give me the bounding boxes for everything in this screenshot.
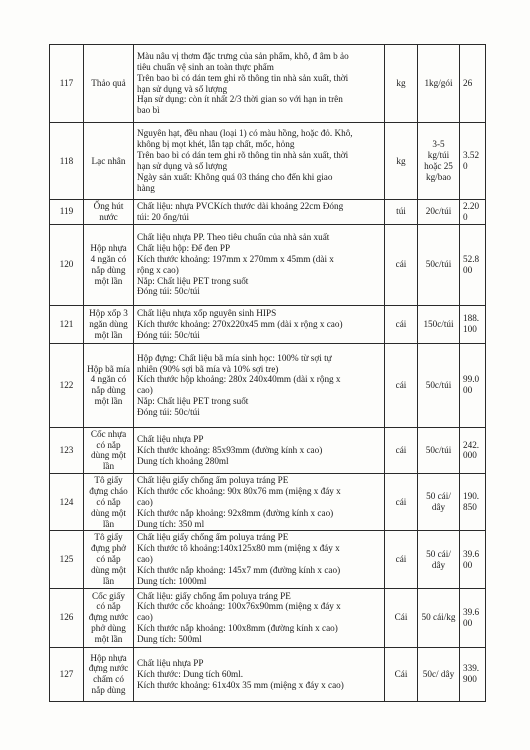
specification-line: Dung tích: 350 ml <box>137 518 205 529</box>
packaging-cell: 1kg/gói <box>418 45 460 123</box>
specification-line: rộng x cao) <box>137 264 179 275</box>
table-row <box>50 647 486 701</box>
row-number-cell: 122 <box>50 343 84 427</box>
price-cell: 188.100 <box>460 305 486 343</box>
product-name-cell: Cốc nhựa có nắp dùng một lần <box>84 427 134 473</box>
price-cell: 2.200 <box>460 200 486 225</box>
product-name-cell: Hộp xốp 3 ngăn dùng một lần <box>84 305 134 343</box>
unit-cell: Cái <box>385 588 418 647</box>
specification-cell <box>134 531 385 588</box>
table-row <box>50 200 486 225</box>
row-number-cell: 124 <box>50 474 84 531</box>
specification-line: Đóng túi: 50c/túi <box>137 286 200 297</box>
specification-line: nhiên (90% sợi bã mía và 10% sợi tre) <box>137 363 279 374</box>
table-row <box>50 305 486 343</box>
packaging-cell: 20c/túi <box>418 200 460 225</box>
specification-line: Kích thước cốc khoảng: 90x 80x76 mm (miệng x đáy x <box>137 486 341 497</box>
specification-line: cao) <box>137 385 153 396</box>
specification-cell <box>134 305 385 343</box>
row-number-cell: 126 <box>50 588 84 647</box>
specification-line: Kích thước cốc khoảng: 100x76x90mm (miệng x đáy x <box>137 601 341 612</box>
specification-line: bao bì <box>137 105 160 116</box>
specification-line: Trên bao bì có dán tem ghi rõ thông tin nhà sản xuất, thời <box>137 150 349 161</box>
specification-cell <box>134 474 385 531</box>
specification-cell <box>134 588 385 647</box>
specification-line: không bị mọt khét, lẫn tạp chất, mốc, hỏng <box>137 139 295 150</box>
specification-line: Hạn sử dụng: còn ít nhất 2/3 thời gian so với hạn in trên <box>137 94 343 105</box>
price-cell: 26 <box>460 45 486 123</box>
unit-cell: cái <box>385 305 418 343</box>
specification-line: cao) <box>137 496 153 507</box>
specification-line: Nắp: Chất liệu PET trong suốt <box>137 275 249 286</box>
table-row <box>50 474 486 531</box>
specification-line: Chất liệu nhựa PP <box>137 657 204 668</box>
row-number-cell: 127 <box>50 647 84 701</box>
price-cell: 39.600 <box>460 588 486 647</box>
specification-line: Dung tích: 1000ml <box>137 575 207 586</box>
packaging-cell: 50c/túi <box>418 224 460 305</box>
specification-line: cao) <box>137 554 153 565</box>
price-cell: 39.600 <box>460 531 486 588</box>
specification-line: Kích thước khoảng: 270x220x45 mm (dài x rộng x cao) <box>137 318 343 329</box>
packaging-cell: 3-5 kg/túi hoặc 25 kg/bao <box>418 123 460 200</box>
specification-line: Ngày sản xuất: Không quá 03 tháng cho đến khi giao <box>137 171 333 182</box>
table-row <box>50 343 486 427</box>
product-name-cell: Hộp bã mía 4 ngăn có nắp dùng một lần <box>84 343 134 427</box>
product-name-cell: Ống hút nước <box>84 200 134 225</box>
product-name-cell: Tô giấy đựng cháo có nắp dùng một lần <box>84 474 134 531</box>
row-number-cell: 125 <box>50 531 84 588</box>
table-body <box>50 45 486 702</box>
specification-line: Dung tích khoảng 280ml <box>137 455 229 466</box>
specification-line: Dung tích: 500ml <box>137 634 202 645</box>
unit-cell: túi <box>385 200 418 225</box>
packaging-cell: 50c/túi <box>418 427 460 473</box>
specification-line: Kích thước nắp khoảng: 92x8mm (đường kính x cao) <box>137 507 334 518</box>
specification-cell <box>134 224 385 305</box>
table-row <box>50 224 486 305</box>
unit-cell: cái <box>385 343 418 427</box>
packaging-cell: 50 cái/ dây <box>418 531 460 588</box>
product-name-cell: Lạc nhân <box>84 123 134 200</box>
specification-cell <box>134 427 385 473</box>
price-cell: 3.520 <box>460 123 486 200</box>
specification-line: Kích thước khoảng: 61x40x 35 mm (miệng x đáy x cao) <box>137 679 344 690</box>
table-row <box>50 427 486 473</box>
specification-line: Kích thước tô khoảng:140x125x80 mm (miệng x đáy x <box>137 543 340 554</box>
specification-line: Chất liệu giấy chống ẩm poluya tráng PE <box>137 475 289 486</box>
specification-line: hạn sử dụng và số lượng <box>137 83 228 94</box>
table-row <box>50 588 486 647</box>
product-name-cell: Thảo quả <box>84 45 134 123</box>
row-number-cell: 119 <box>50 200 84 225</box>
specification-line: Chất liệu nhựa xốp nguyên sinh HIPS <box>137 307 277 318</box>
specification-cell <box>134 123 385 200</box>
specification-line: cao) <box>137 612 153 623</box>
table-row <box>50 45 486 123</box>
specification-line: Chất liệu hộp: Đế đen PP <box>137 243 231 253</box>
product-name-cell: Hộp nhựa 4 ngăn có nắp dùng một lần <box>84 224 134 305</box>
product-name-cell: Tô giấy đựng phở có nắp dùng một lần <box>84 531 134 588</box>
specification-line: Chất liệu: nhựa PVCKích thước dài khoảng 22cm Đóng <box>137 201 344 211</box>
specification-line: Hộp đựng: Chất liệu bã mía sinh học: 100% từ sợi tự <box>137 352 332 363</box>
specification-line: hạn sử dụng và số lượng <box>137 161 228 171</box>
price-cell: 52.800 <box>460 224 486 305</box>
specification-line: Trên bao bì có dán tem ghi rõ thông tin nhà sản xuất, thời <box>137 72 349 83</box>
specification-cell <box>134 647 385 701</box>
specification-line: Chất liệu nhựa PP <box>137 434 204 445</box>
product-name-cell: Hộp nhựa đựng nước chấm có nắp dùng <box>84 647 134 701</box>
unit-cell: cái <box>385 474 418 531</box>
unit-cell: cái <box>385 224 418 305</box>
specification-cell <box>134 200 385 225</box>
price-cell: 242.000 <box>460 427 486 473</box>
specification-line: Kích thước: Dung tích 60ml. <box>137 668 244 679</box>
specification-line: Kích thước nắp khoảng: 100x8mm (đường kính x cao) <box>137 623 338 634</box>
row-number-cell: 120 <box>50 224 84 305</box>
row-number-cell: 118 <box>50 123 84 200</box>
specification-line: Chất liệu: giấy chống ẩm poluya tráng PE <box>137 590 291 601</box>
specification-line: Kích thước nắp khoảng: 145x7 mm (đường kính x cao) <box>137 565 341 576</box>
specification-line: Chất liệu nhựa PP. Theo tiêu chuẩn của nhà sản xuất <box>137 232 330 243</box>
unit-cell: cái <box>385 427 418 473</box>
unit-cell: Cái <box>385 647 418 701</box>
specification-cell <box>134 343 385 427</box>
specification-cell <box>134 45 385 123</box>
table-row <box>50 531 486 588</box>
unit-cell: kg <box>385 45 418 123</box>
unit-cell: kg <box>385 123 418 200</box>
specification-line: Nguyên hạt, đều nhau (loại 1) có màu hồng, hoặc đỏ. Khô, <box>137 128 353 139</box>
packaging-cell: 50 cái/ dây <box>418 474 460 531</box>
price-cell: 339.900 <box>460 647 486 701</box>
specification-line: Kích thước khoảng: 197mm x 270mm x 45mm (dài x <box>137 253 334 264</box>
row-number-cell: 121 <box>50 305 84 343</box>
specification-line: túi: 20 ống/túi <box>137 211 190 222</box>
packaging-cell: 50c/túi <box>418 343 460 427</box>
packaging-cell: 50 cái/kg <box>418 588 460 647</box>
packaging-cell: 50c/ dây <box>418 647 460 701</box>
specification-line: Chất liệu giấy chống ẩm poluya tráng PE <box>137 532 289 543</box>
price-cell: 190.850 <box>460 474 486 531</box>
specification-line: Kích thước hộp khoảng: 280x 240x40mm (dài x rộng x <box>137 374 341 385</box>
specification-line: Nắp: Chất liệu PET trong suốt <box>137 396 249 407</box>
row-number-cell: 123 <box>50 427 84 473</box>
table-row <box>50 123 486 200</box>
product-name-cell: Cốc giấy có nắp đựng nước phở dùng một lần <box>84 588 134 647</box>
specification-line: hàng <box>137 182 155 193</box>
specification-line: Màu nâu vị thơm đặc trưng của sản phẩm, khô, đ âm b ảo <box>137 50 349 61</box>
row-number-cell: 117 <box>50 45 84 123</box>
unit-cell: cái <box>385 531 418 588</box>
specification-line: Đóng túi: 50c/túi <box>137 406 200 417</box>
product-spec-table <box>49 44 486 702</box>
specification-line: Đóng túi: 50c/túi <box>137 329 200 340</box>
packaging-cell: 150c/túi <box>418 305 460 343</box>
price-cell: 99.000 <box>460 343 486 427</box>
specification-line: tiêu chuẩn vệ sinh an toàn thực phẩm <box>137 61 274 72</box>
specification-line: Kích thước khoảng: 85x93mm (đường kính x cao) <box>137 445 323 455</box>
